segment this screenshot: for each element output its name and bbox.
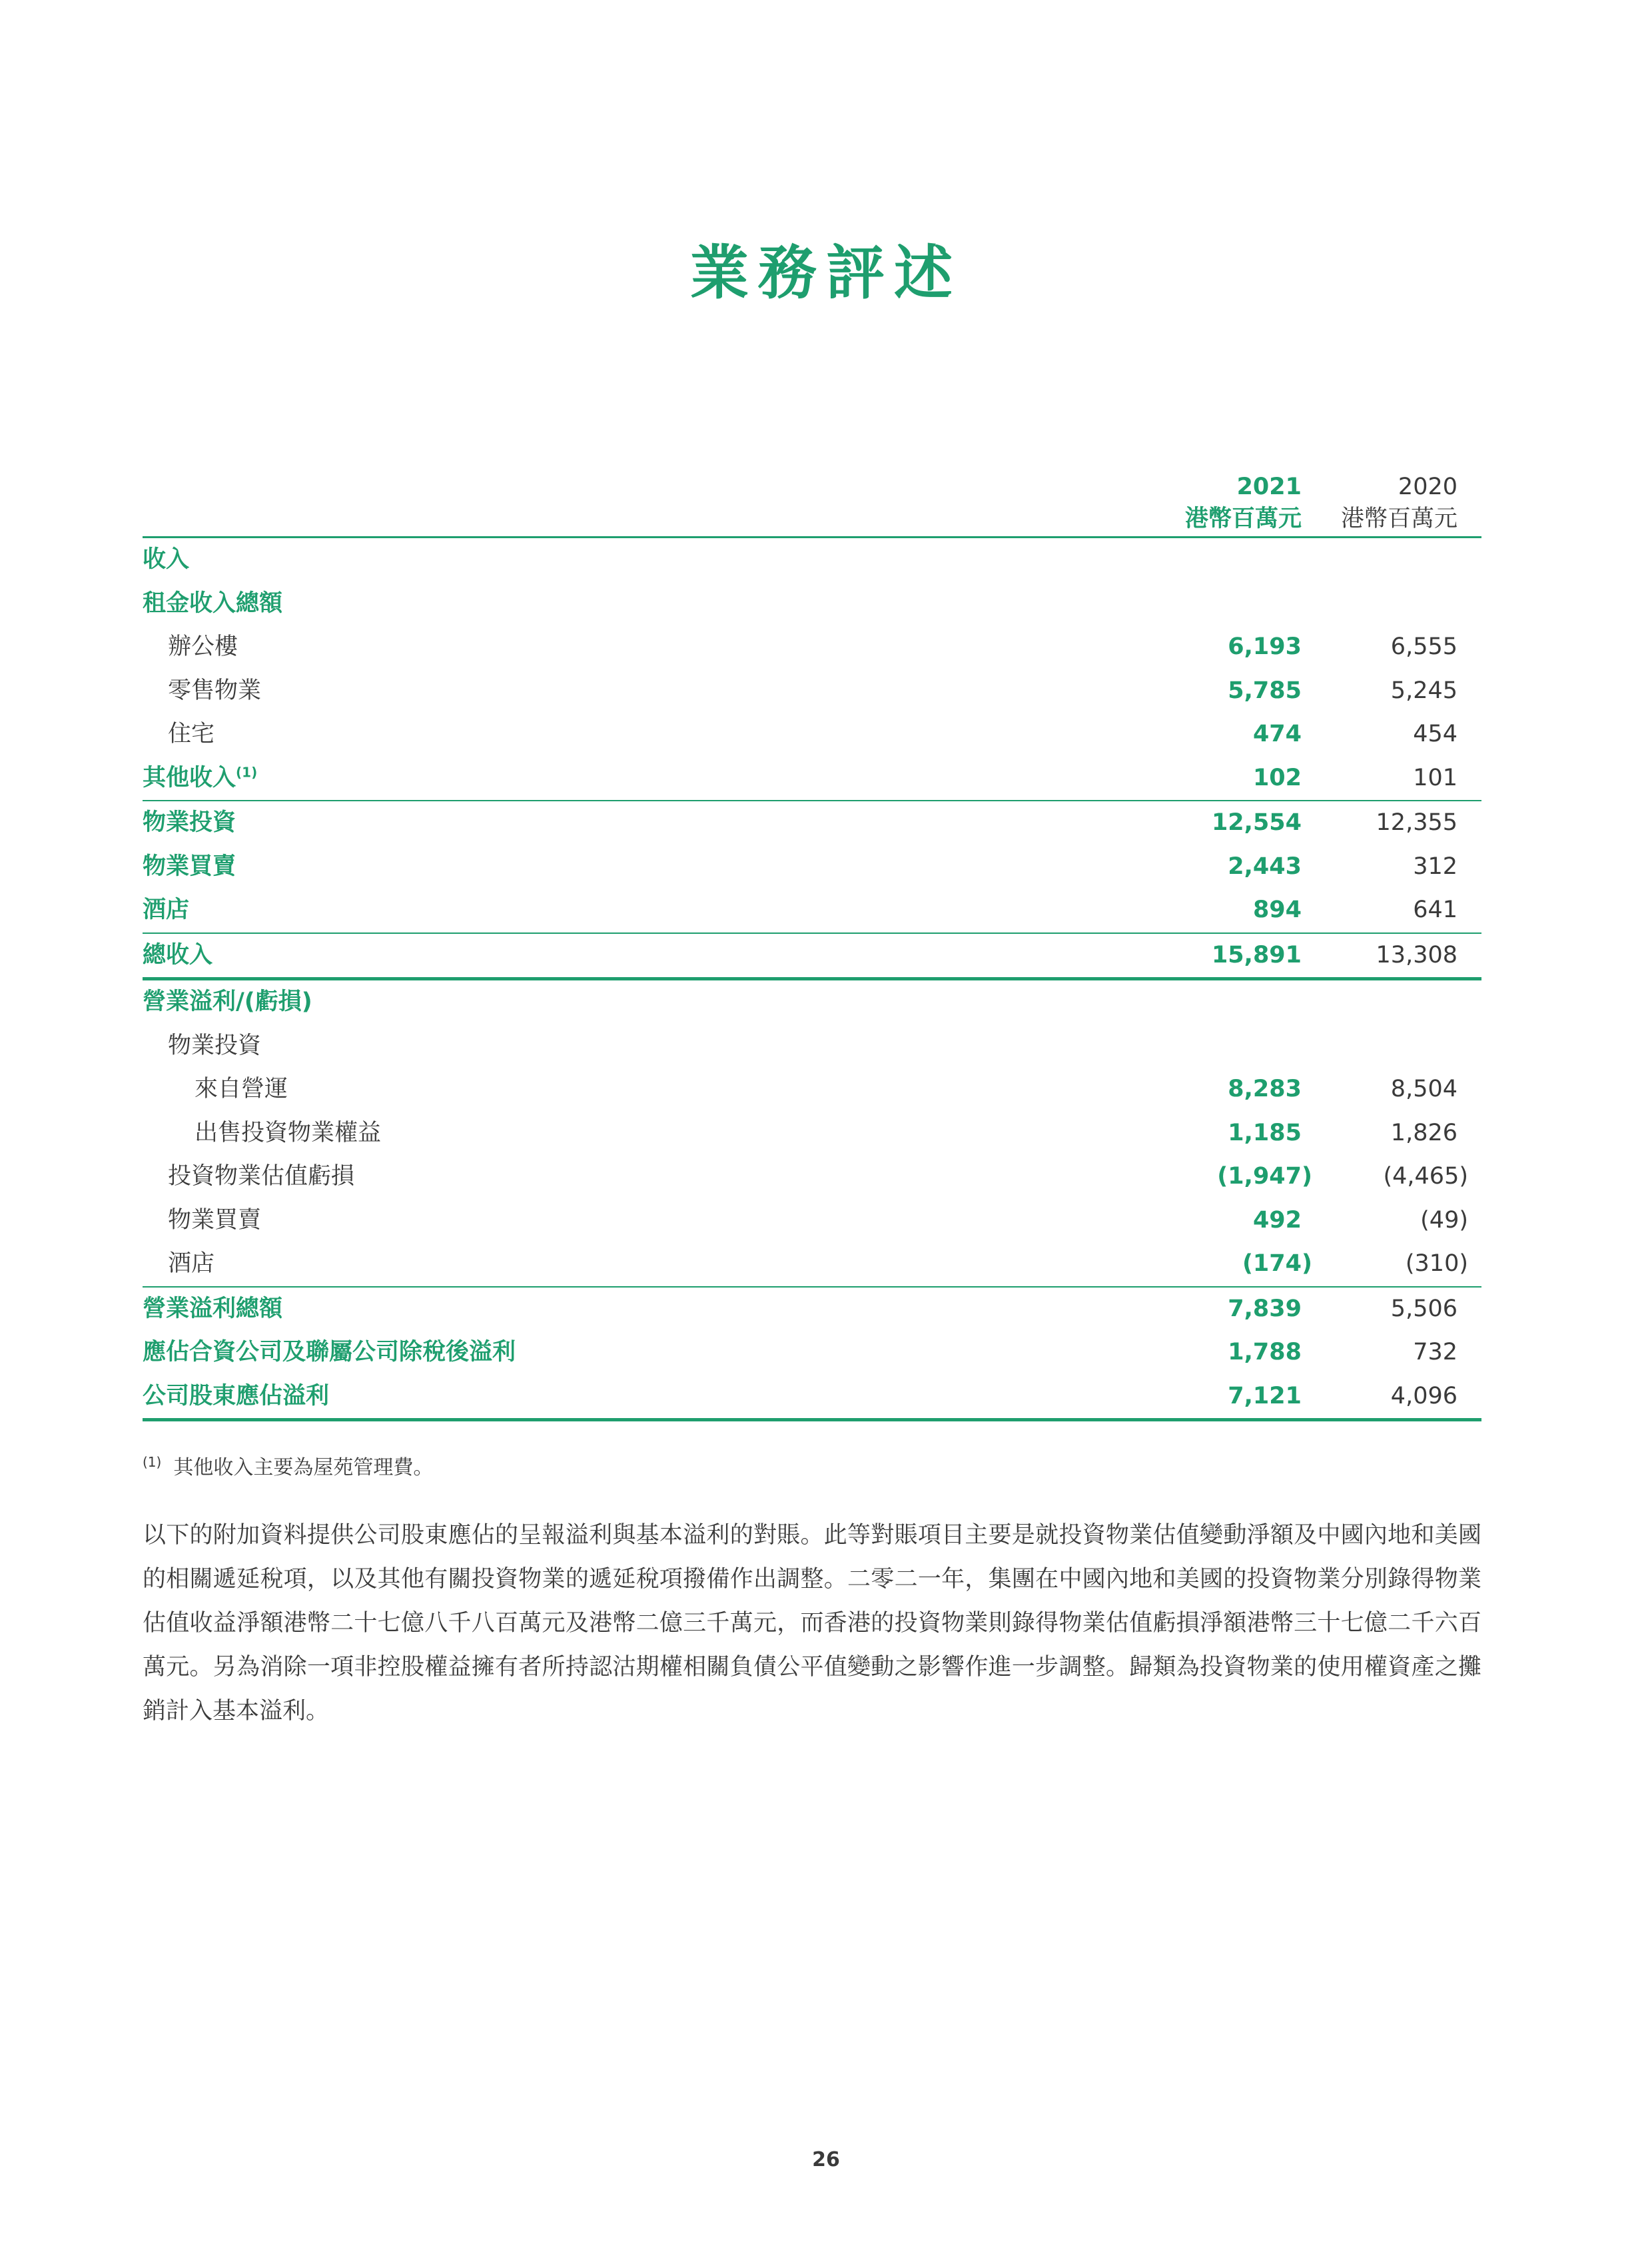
- table-row: [143, 934, 1481, 981]
- year-2021: 2021: [1236, 474, 1302, 500]
- row-label: 零售物業: [168, 677, 262, 704]
- value-2020: [1298, 1199, 1468, 1243]
- page-number: 26: [812, 2148, 840, 2171]
- row-label: 投資物業估值虧損: [168, 1163, 355, 1190]
- value-2021: 474: [1252, 721, 1302, 747]
- body-paragraph: 以下的附加資料提供公司股東應佔的呈報溢利與基本溢利的對賬。此等對賬項目主要是就投資物業估值變動淨額及中國內地和美國的相關遞延稅項，以及其他有關投資物業的遞延稅項撥備作出調整。二零二一年，集團在中國內地和美國的投資物業分別錄得物業估值收益淨額港幣二十七億八千八百萬元及港幣二億三千萬元，而香港的投資物業則錄得物業估值虧損淨額港幣三十七億二千六百萬元。另為消除一項非控股權益擁有者所持認沽期權相關負債公平值變動之影響作進一步調整。歸類為投資物業的使用權資產之攤銷計入基本溢利。: [143, 1522, 1481, 1724]
- table-row: [143, 1199, 1481, 1243]
- value-2021: 1,788: [1228, 1339, 1302, 1365]
- row-label: 酒店: [143, 897, 190, 923]
- column-header-2020: [1311, 471, 1457, 535]
- table-row: [143, 582, 1481, 626]
- row-label: 出售投資物業權益: [195, 1119, 382, 1146]
- row-label: 總收入: [143, 941, 213, 968]
- row-label: 辦公樓: [168, 633, 238, 660]
- value-2020: [1298, 1155, 1468, 1199]
- value-2020-text: (4,465): [1383, 1163, 1468, 1190]
- table-row: [143, 1068, 1481, 1112]
- table-row: [143, 1242, 1481, 1288]
- year-2020: 2020: [1398, 474, 1457, 500]
- row-label: 營業溢利總額: [143, 1295, 283, 1322]
- value-2021: 2,443: [1228, 853, 1302, 880]
- row-label: 應佔合資公司及聯屬公司除稅後溢利: [143, 1339, 516, 1365]
- footnote: [143, 1451, 433, 1480]
- table-row: [143, 1024, 1481, 1068]
- unit-2020: 港幣百萬元: [1340, 506, 1457, 532]
- value-2020: 6,555: [1390, 633, 1457, 660]
- row-label-text: 其他收入: [143, 764, 236, 791]
- row-label: [143, 757, 257, 801]
- value-2021: 7,839: [1228, 1295, 1302, 1322]
- table-row: [143, 801, 1481, 845]
- table-row: [143, 845, 1481, 889]
- value-2020: 5,506: [1390, 1295, 1457, 1322]
- row-label: 住宅: [168, 721, 215, 747]
- value-2021-text: (174): [1242, 1250, 1312, 1277]
- table-row: [143, 889, 1481, 934]
- value-2020: 12,355: [1376, 809, 1457, 836]
- table-row: [143, 713, 1481, 757]
- value-2021: 15,891: [1211, 941, 1302, 968]
- footnote-marker: (1): [143, 1454, 162, 1470]
- table-row: [143, 538, 1481, 582]
- value-2020: 454: [1413, 721, 1457, 747]
- value-2021: 5,785: [1228, 677, 1302, 704]
- value-2020: 732: [1413, 1339, 1457, 1365]
- table-row: [143, 980, 1481, 1024]
- value-2021: 492: [1252, 1206, 1302, 1234]
- value-2020: 13,308: [1376, 941, 1457, 968]
- value-2020: 312: [1413, 853, 1457, 880]
- value-2020: [1298, 1242, 1468, 1286]
- row-label: 物業投資: [143, 809, 236, 836]
- footnote-marker: (1): [236, 763, 258, 780]
- value-2020: 101: [1413, 764, 1457, 791]
- table-row: [143, 625, 1481, 669]
- unit-2021: 港幣百萬元: [1184, 506, 1302, 532]
- financial-table: [143, 470, 1481, 1421]
- row-label: 營業溢利/(虧損): [143, 988, 312, 1015]
- table-row: [143, 1112, 1481, 1156]
- table-row: [143, 1155, 1481, 1199]
- row-label: 來自營運: [195, 1076, 288, 1102]
- value-2020: 641: [1413, 897, 1457, 923]
- row-label: 收入: [143, 546, 190, 573]
- table-header: [143, 470, 1481, 538]
- value-2021: 8,283: [1228, 1076, 1302, 1102]
- page-title: 業務評述: [689, 238, 962, 307]
- row-label: 酒店: [168, 1250, 215, 1277]
- column-header-2021: [1128, 471, 1302, 535]
- row-label: 租金收入總額: [143, 589, 283, 617]
- row-label: 物業投資: [168, 1032, 262, 1059]
- value-2021: 6,193: [1228, 633, 1302, 660]
- value-2021: 1,185: [1228, 1119, 1302, 1146]
- row-label: 公司股東應佔溢利: [143, 1382, 330, 1409]
- value-2020: 4,096: [1390, 1382, 1457, 1409]
- table-row: [143, 1288, 1481, 1331]
- value-2020-text: (49): [1420, 1206, 1468, 1234]
- row-label: 物業買賣: [143, 853, 236, 880]
- table-row: [143, 757, 1481, 802]
- value-2020: 8,504: [1390, 1076, 1457, 1102]
- value-2020-text: (310): [1405, 1250, 1468, 1277]
- value-2021: 12,554: [1211, 809, 1302, 836]
- footnote-text: 其他收入主要為屋苑管理費。: [173, 1456, 434, 1479]
- value-2021: [1128, 1242, 1312, 1286]
- table-row: [143, 669, 1481, 713]
- value-2021-text: (1,947): [1217, 1163, 1312, 1190]
- value-2020: 1,826: [1390, 1119, 1457, 1146]
- table-row: [143, 1331, 1481, 1375]
- value-2020: 5,245: [1390, 677, 1457, 704]
- table-row: [143, 1375, 1481, 1422]
- row-label: 物業買賣: [168, 1206, 262, 1234]
- value-2021: [1128, 1155, 1312, 1199]
- value-2021: 102: [1252, 764, 1302, 791]
- value-2021: 7,121: [1228, 1382, 1302, 1409]
- value-2021: 894: [1252, 897, 1302, 923]
